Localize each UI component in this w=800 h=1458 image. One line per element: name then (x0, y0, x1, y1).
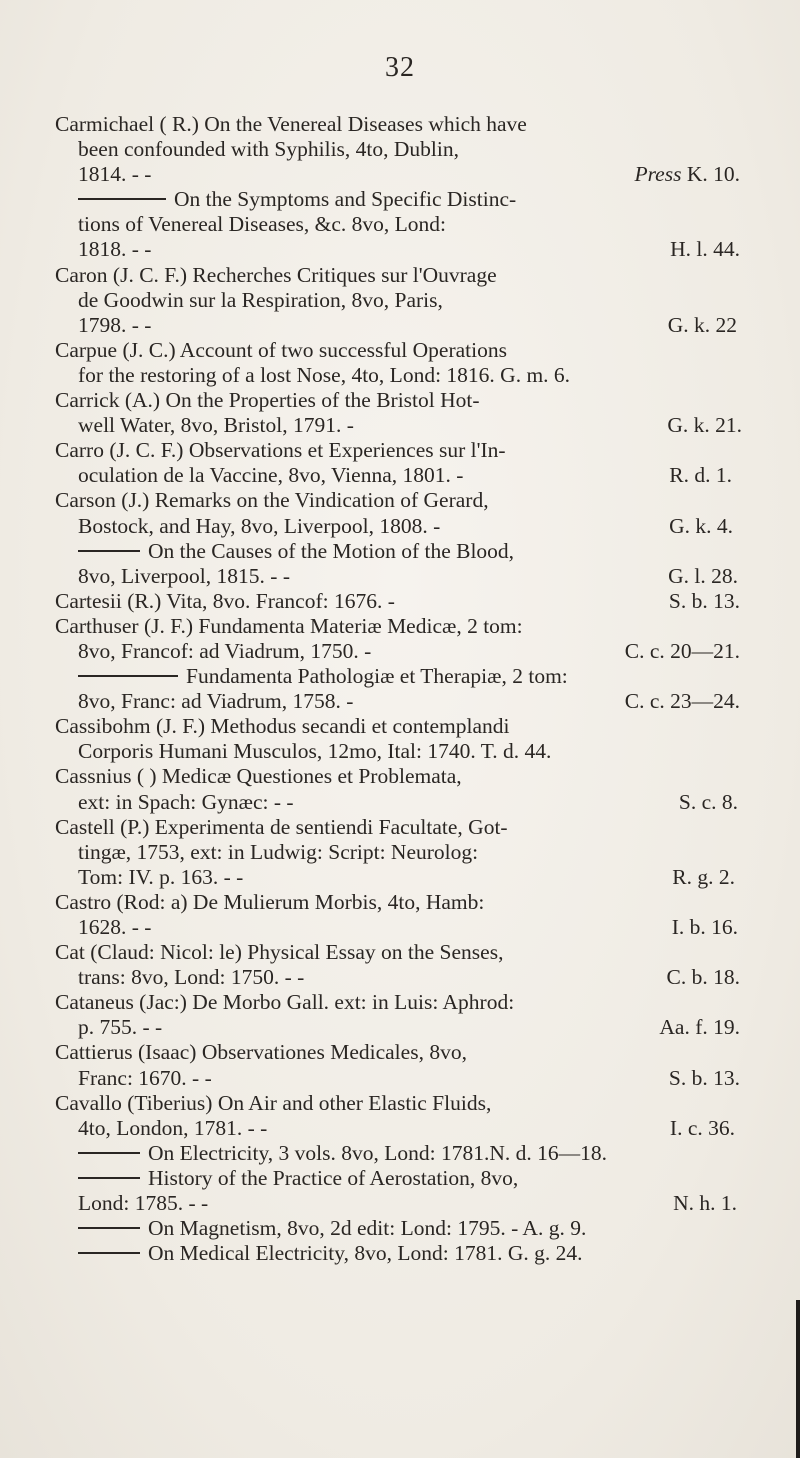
entry-text: oculation de la Vaccine, 8vo, Vienna, 1801. - (78, 463, 464, 488)
entry-line (0, 187, 800, 212)
entry-text: History of the Practice of Aerostation, 8vo, (78, 1166, 518, 1191)
bibliography-entry (0, 1040, 800, 1090)
shelf-mark: C. b. 18. (666, 965, 740, 990)
shelf-mark: G. l. 28. (668, 563, 738, 588)
bibliography-entry (0, 1091, 800, 1141)
shelf-mark: N. h. 1. (673, 1191, 737, 1216)
ditto-dash (78, 1152, 140, 1154)
ditto-dash (78, 675, 178, 677)
entry-line (0, 363, 800, 388)
entry-text: On Electricity, 3 vols. 8vo, Lond: 1781.N. d. 16—18. (78, 1141, 607, 1166)
entry-text: On the Symptoms and Specific Distinc- (78, 187, 516, 212)
ditto-dash (78, 198, 166, 200)
bibliography-entry (0, 112, 800, 187)
bibliography-entry (0, 815, 800, 890)
entry-line (0, 237, 800, 262)
entry-line (0, 539, 800, 564)
entry-text: tions of Venereal Diseases, &c. 8vo, Lond: (78, 212, 447, 237)
entry-text: Bostock, and Hay, 8vo, Liverpool, 1808. - (78, 513, 441, 538)
entry-text: On the Causes of the Motion of the Blood, (78, 539, 514, 564)
entry-text: 4to, London, 1781. - - (78, 1115, 268, 1140)
entry-line (0, 840, 800, 865)
entry-line (0, 614, 800, 639)
entry-line (0, 463, 800, 488)
entry-line (0, 890, 800, 915)
entry-line (0, 137, 800, 162)
entry-text: Fundamenta Pathologiæ et Therapiæ, 2 tom: (78, 664, 568, 689)
entry-line (0, 438, 800, 463)
entry-text: Carmichael ( R.) On the Venereal Diseases which have (55, 112, 527, 136)
shelf-mark: I. c. 36. (669, 1115, 735, 1140)
entry-line (0, 990, 800, 1015)
entry-text: p. 755. - - (78, 1015, 163, 1040)
entry-text: Carpue (J. C.) Account of two successful Operations (55, 337, 507, 362)
page-edge-shadow (796, 1300, 800, 1458)
entry-text: Castell (P.) Experimenta de sentiendi Facultate, Got- (55, 814, 508, 839)
entry-text: Carson (J.) Remarks on the Vindication of Gerard, (55, 488, 489, 513)
entry-line (0, 790, 800, 815)
entry-text: On Medical Electricity, 8vo, Lond: 1781. G. g. 24. (78, 1241, 583, 1266)
entry-text: de Goodwin sur la Respiration, 8vo, Paris, (78, 287, 443, 312)
page-number: 32 (385, 52, 415, 83)
entry-line (0, 815, 800, 840)
shelf-mark: C. c. 23—24. (624, 689, 740, 714)
ditto-dash (78, 1227, 140, 1229)
entry-text: Lond: 1785. - - (78, 1191, 209, 1216)
entry-line (0, 865, 800, 890)
entry-text: Cartesii (R.) Vita, 8vo. Francof: 1676. - (55, 588, 395, 613)
shelf-mark: G. k. 21. (667, 413, 742, 438)
entry-text: Franc: 1670. - - (78, 1065, 212, 1090)
entry-text: well Water, 8vo, Bristol, 1791. - (78, 413, 354, 438)
entry-line (0, 940, 800, 965)
ditto-dash (78, 1252, 140, 1254)
entry-line (0, 1015, 800, 1040)
bibliography-entry (0, 764, 800, 814)
entry-line (0, 413, 800, 438)
bibliography-entry (0, 338, 800, 388)
entry-line (0, 1241, 800, 1266)
entry-line (0, 388, 800, 413)
bibliography-entry (0, 1241, 800, 1266)
bibliography-entry (0, 488, 800, 538)
bibliography-entry (0, 187, 800, 262)
shelf-mark: Press K. 10. (634, 162, 740, 187)
bibliography-entry (0, 664, 800, 714)
bibliography-entry (0, 990, 800, 1040)
entry-line (0, 1116, 800, 1141)
entry-text: Corporis Humani Musculos, 12mo, Ital: 1740. T. d. 44. (78, 739, 552, 764)
bibliography-entry (0, 589, 800, 614)
shelf-mark: R. g. 2. (672, 864, 735, 889)
entry-line (0, 564, 800, 589)
entry-text: trans: 8vo, Lond: 1750. - - (78, 965, 305, 990)
bibliography-entry (0, 714, 800, 764)
entry-line (0, 1040, 800, 1065)
entry-line (0, 1066, 800, 1091)
bibliography-entry (0, 388, 800, 438)
shelf-mark: G. k. 22 (667, 312, 737, 337)
bibliography-entry (0, 940, 800, 990)
bibliography-entry (0, 438, 800, 488)
entry-line (0, 263, 800, 288)
entry-line (0, 488, 800, 513)
entry-text: Cattierus (Isaac) Observationes Medicales, 8vo, (55, 1040, 467, 1065)
shelf-mark: H. l. 44. (670, 237, 740, 262)
bibliography-entry (0, 1141, 800, 1166)
entry-text: for the restoring of a lost Nose, 4to, Lond: 1816. G. m. 6. (78, 362, 571, 387)
shelf-mark: I. b. 16. (671, 915, 738, 939)
shelf-mark: S. c. 8. (678, 789, 738, 814)
entry-text: 8vo, Franc: ad Viadrum, 1758. - (78, 689, 354, 714)
bibliography-list (0, 112, 800, 1266)
entry-line (0, 714, 800, 739)
entry-line (0, 639, 800, 664)
entry-line (0, 915, 800, 940)
entry-text: Cassnius ( ) Medicæ Questiones et Problemata, (55, 764, 462, 789)
entry-line (0, 689, 800, 714)
entry-line (0, 1216, 800, 1241)
bibliography-entry (0, 1216, 800, 1241)
bibliography-entry (0, 1166, 800, 1216)
entry-line (0, 338, 800, 363)
entry-line (0, 212, 800, 237)
entry-text: 8vo, Liverpool, 1815. - - (78, 563, 290, 588)
entry-line (0, 288, 800, 313)
entry-line (0, 1166, 800, 1191)
entry-line (0, 1141, 800, 1166)
shelf-mark: S. b. 13. (668, 588, 740, 613)
entry-text: Carro (J. C. F.) Observations et Experiences sur l'In- (55, 438, 506, 463)
entry-line (0, 589, 800, 614)
entry-text: 8vo, Francof: ad Viadrum, 1750. - (78, 638, 372, 663)
entry-text: Caron (J. C. F.) Recherches Critiques sur l'Ouvrage (55, 262, 497, 287)
entry-text: tingæ, 1753, ext: in Ludwig: Script: Neurolog: (78, 839, 479, 864)
entry-line (0, 664, 800, 689)
ditto-dash (78, 1177, 140, 1179)
entry-text: Carthuser (J. F.) Fundamenta Materiæ Medicæ, 2 tom: (55, 613, 523, 638)
entry-line (0, 514, 800, 539)
entry-text: On Magnetism, 8vo, 2d edit: Lond: 1795. - A. g. 9. (78, 1216, 586, 1241)
shelf-mark: Aa. f. 19. (659, 1015, 740, 1040)
entry-text: Castro (Rod: a) De Mulierum Morbis, 4to, Hamb: (55, 889, 485, 914)
entry-text: Tom: IV. p. 163. - - (78, 864, 244, 889)
entry-text: Carrick (A.) On the Properties of the Bristol Hot- (55, 388, 480, 413)
bibliography-entry (0, 614, 800, 664)
shelf-mark: S. b. 13. (668, 1065, 740, 1090)
ditto-dash (78, 550, 140, 552)
entry-text: Cavallo (Tiberius) On Air and other Elastic Fluids, (55, 1090, 492, 1115)
entry-line (0, 112, 800, 137)
entry-text: Cataneus (Jac:) De Morbo Gall. ext: in Luis: Aphrod: (55, 990, 515, 1015)
entry-line (0, 965, 800, 990)
entry-line (0, 162, 800, 187)
entry-text: Cassibohm (J. F.) Methodus secandi et contemplandi (55, 714, 510, 739)
shelf-mark: R. d. 1. (669, 463, 732, 488)
bibliography-entry (0, 539, 800, 589)
entry-text: 1798. - - (78, 312, 152, 337)
shelf-mark: C. c. 20—21. (624, 638, 740, 663)
bibliography-entry (0, 890, 800, 940)
entry-text: 1628. - - (78, 915, 152, 939)
entry-line (0, 764, 800, 789)
entry-line (0, 313, 800, 338)
entry-text: 1814. - - (78, 162, 152, 187)
entry-line (0, 1191, 800, 1216)
entry-line (0, 1091, 800, 1116)
bibliography-entry (0, 263, 800, 338)
entry-line (0, 739, 800, 764)
shelf-mark: G. k. 4. (669, 513, 733, 538)
entry-text: 1818. - - (78, 237, 152, 262)
entry-text: been confounded with Syphilis, 4to, Dublin, (78, 137, 459, 162)
entry-text: Cat (Claud: Nicol: le) Physical Essay on the Senses, (55, 940, 504, 965)
entry-text: ext: in Spach: Gynæc: - - (78, 789, 294, 814)
